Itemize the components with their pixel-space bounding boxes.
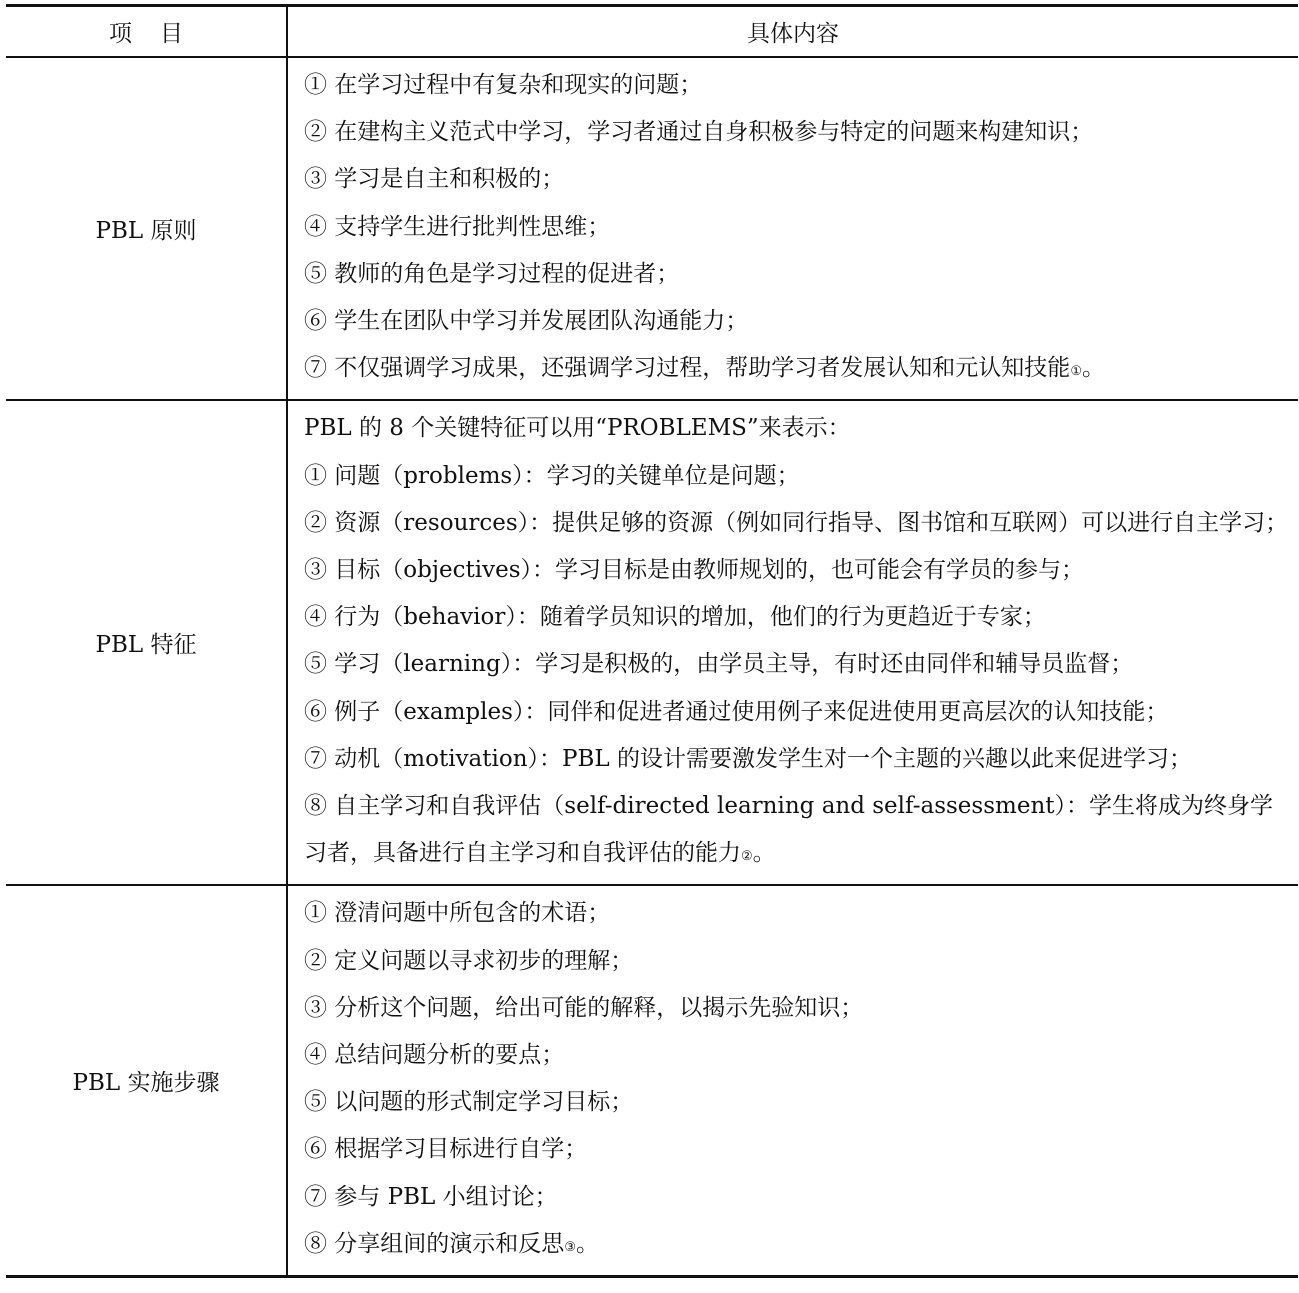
line-text: PBL 的 8 个关键特征可以用“PROBLEMS”来表示：: [304, 415, 851, 442]
line-text: ① 在学习过程中有复杂和现实的问题；: [304, 72, 703, 98]
content-line: [304, 938, 1290, 985]
content-line: [304, 783, 1290, 880]
line-text: ⑥ 学生在团队中学习并发展团队沟通能力；: [304, 308, 749, 335]
line-text: ⑥ 根据学习目标进行自学；: [304, 1136, 588, 1163]
line-end: 。: [1081, 355, 1105, 382]
table-row: [6, 885, 1298, 1276]
header-row: [6, 6, 1298, 58]
footnote-mark: ②: [741, 849, 753, 865]
footnote-mark: ③: [564, 1239, 576, 1255]
content-line: [304, 156, 1290, 203]
content-line: [304, 1079, 1290, 1126]
table-row: [6, 57, 1298, 400]
line-text: ② 定义问题以寻求初步的理解；: [304, 947, 634, 974]
line-text: ① 问题（problems）：学习的关键单位是问题；: [304, 462, 800, 489]
line-text: ⑥ 例子（examples）：同伴和促进者通过使用例子来促进使用更高层次的认知技能；: [304, 698, 1169, 725]
line-text: ② 资源（resources）：提供足够的资源（例如同行指导、图书馆和互联网）可以进行自主学习；: [304, 509, 1289, 536]
line-text: ⑤ 学习（learning）：学习是积极的，由学员主导，有时还由同伴和辅导员监督；: [304, 651, 1134, 678]
header-content: 具体内容: [287, 6, 1298, 58]
content-line: [304, 62, 1290, 109]
content-line: [304, 1032, 1290, 1079]
content-line: [304, 109, 1290, 156]
pbl-table: [6, 4, 1298, 1278]
content-line: [304, 251, 1290, 298]
content-line: [304, 1126, 1290, 1173]
content-line: [304, 890, 1290, 937]
line-end: 。: [575, 1230, 599, 1257]
header-item: 项目: [6, 6, 287, 58]
content-line: [304, 204, 1290, 251]
line-end: 。: [752, 840, 776, 867]
content-line: [304, 689, 1290, 736]
content-line: [304, 547, 1290, 594]
row-label: PBL 实施步骤: [6, 885, 287, 1276]
content-line: [304, 594, 1290, 641]
row-content: [287, 400, 1298, 885]
content-line: [304, 641, 1290, 688]
content-line: [304, 985, 1290, 1032]
line-text: ⑦ 不仅强调学习成果，还强调学习过程，帮助学习者发展认知和元认知技能: [304, 355, 1071, 382]
line-text: ③ 分析这个问题，给出可能的解释，以揭示先验知识；: [304, 994, 864, 1021]
content-line: [304, 298, 1290, 345]
content-line: [304, 1221, 1290, 1271]
line-text: ① 澄清问题中所包含的术语；: [304, 900, 611, 927]
line-text: ⑤ 以问题的形式制定学习目标；: [304, 1089, 634, 1116]
content-line: [304, 1174, 1290, 1221]
line-text: ⑦ 动机（motivation）：PBL 的设计需要激发学生对一个主题的兴趣以此来促进学习；: [304, 745, 1192, 772]
line-text: ③ 学习是自主和积极的；: [304, 166, 565, 193]
content-line: [304, 345, 1290, 395]
row-content: [287, 885, 1298, 1276]
line-text: ② 在建构主义范式中学习，学习者通过自身积极参与特定的问题来构建知识；: [304, 119, 1094, 146]
line-text: ⑦ 参与 PBL 小组讨论；: [304, 1183, 558, 1210]
line-text: ③ 目标（objectives）：学习目标是由教师规划的，也可能会有学员的参与；: [304, 557, 1085, 584]
content-line: [304, 453, 1290, 500]
row-label: PBL 原则: [6, 57, 287, 400]
line-text: ④ 总结问题分析的要点；: [304, 1042, 565, 1069]
line-text: ④ 行为（behavior）：随着学员知识的增加，他们的行为更趋近于专家；: [304, 604, 1046, 631]
table-row: [6, 400, 1298, 885]
content-line: [304, 500, 1290, 547]
line-text: ⑤ 教师的角色是学习过程的促进者；: [304, 260, 680, 287]
content-line: [304, 405, 1290, 452]
line-text: ⑧ 自主学习和自我评估（self-directed learning and self-assessment）：学生将成为终身学习者，具备进行自主学习和自我评估的能力: [304, 793, 1273, 867]
row-content: [287, 57, 1298, 400]
line-text: ④ 支持学生进行批判性思维；: [304, 213, 611, 240]
content-line: [304, 736, 1290, 783]
footnote-mark: ①: [1070, 364, 1082, 380]
row-label: PBL 特征: [6, 400, 287, 885]
line-text: ⑧ 分享组间的演示和反思: [304, 1230, 565, 1257]
